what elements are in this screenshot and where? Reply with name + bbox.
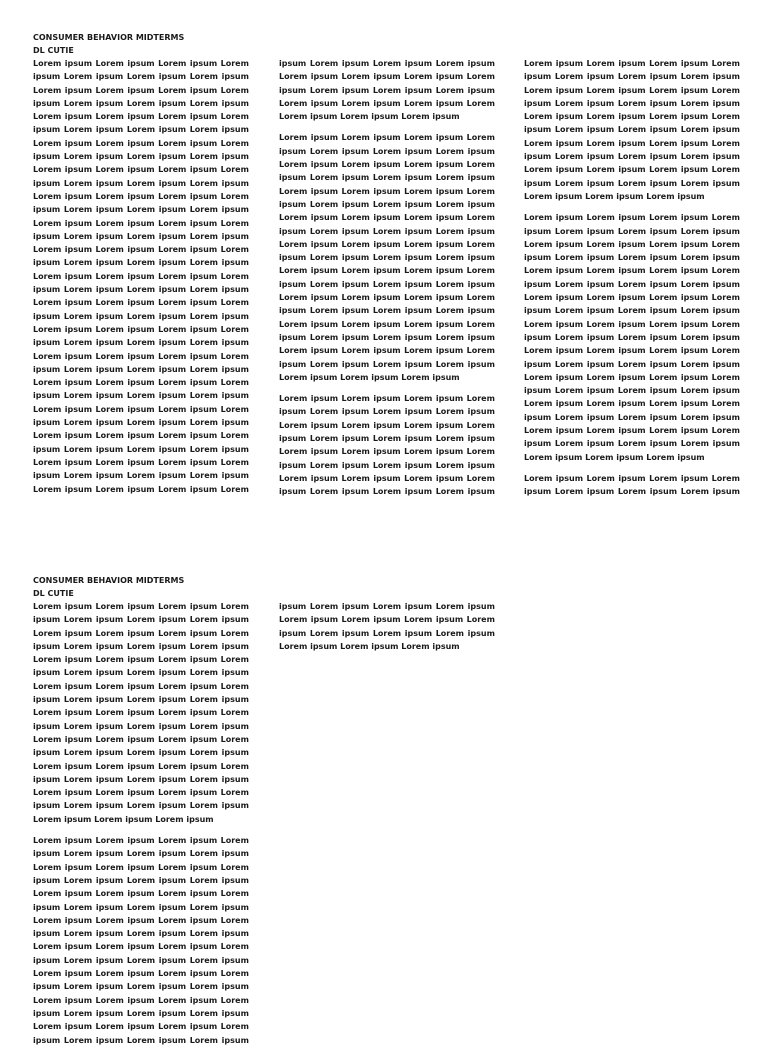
text-line: ipsum Lorem ipsum Lorem ipsum Lorem ipsum bbox=[33, 444, 249, 454]
text-line: ipsum Lorem ipsum Lorem ipsum Lorem ipsum bbox=[279, 487, 495, 497]
text-line: Lorem ipsum Lorem ipsum Lorem ipsum Lorem bbox=[33, 404, 249, 414]
text-line: Lorem ipsum Lorem ipsum Lorem ipsum Lorem bbox=[279, 239, 495, 249]
text-line: ipsum Lorem ipsum Lorem ipsum Lorem ipsum bbox=[279, 359, 495, 369]
text-line: Lorem ipsum Lorem ipsum Lorem ipsum Lorem bbox=[279, 615, 495, 625]
text-line: ipsum Lorem ipsum Lorem ipsum Lorem ipsum bbox=[33, 695, 249, 705]
text-line: Lorem ipsum Lorem ipsum Lorem ipsum Lorem bbox=[33, 761, 249, 771]
text-line: ipsum Lorem ipsum Lorem ipsum Lorem ipsum bbox=[33, 418, 249, 428]
text-line: Lorem ipsum Lorem ipsum Lorem ipsum Lorem bbox=[524, 112, 740, 122]
text-line: Lorem ipsum Lorem ipsum Lorem ipsum Lorem bbox=[33, 165, 249, 175]
text-line: ipsum Lorem ipsum Lorem ipsum Lorem ipsum bbox=[33, 471, 249, 481]
tail-text: Lorem ipsum Lorem ipsum Lorem ipsum bbox=[33, 814, 214, 824]
text-line: Lorem ipsum Lorem ipsum Lorem ipsum Lorem bbox=[33, 734, 249, 744]
text-line: ipsum Lorem ipsum Lorem ipsum Lorem ipsum bbox=[33, 72, 249, 82]
text-line: Lorem ipsum Lorem ipsum Lorem ipsum Lorem bbox=[279, 266, 495, 276]
text-line: ipsum Lorem ipsum Lorem ipsum Lorem ipsum bbox=[524, 152, 740, 162]
text-column-1 bbox=[33, 600, 249, 1055]
text-line: Lorem ipsum Lorem ipsum Lorem ipsum Lorem bbox=[33, 298, 249, 308]
text-line: Lorem ipsum Lorem ipsum Lorem ipsum Lorem bbox=[33, 218, 249, 228]
text-line: Lorem ipsum Lorem ipsum Lorem ipsum Lorem bbox=[33, 324, 249, 334]
text-line: Lorem ipsum Lorem ipsum Lorem ipsum Lorem bbox=[33, 969, 249, 979]
text-paragraph bbox=[524, 472, 740, 499]
text-line: ipsum Lorem ipsum Lorem ipsum Lorem ipsum bbox=[33, 902, 249, 912]
text-line: Lorem ipsum Lorem ipsum Lorem ipsum Lorem bbox=[279, 447, 495, 457]
tail-text: Lorem ipsum Lorem ipsum Lorem ipsum bbox=[524, 452, 705, 462]
text-line: Lorem ipsum Lorem ipsum Lorem ipsum Lorem bbox=[33, 995, 249, 1005]
text-line: ipsum Lorem ipsum Lorem ipsum Lorem ipsum bbox=[33, 748, 249, 758]
text-line: ipsum Lorem ipsum Lorem ipsum Lorem ipsum bbox=[524, 279, 740, 289]
text-line-short bbox=[33, 813, 249, 826]
text-line: ipsum Lorem ipsum Lorem ipsum Lorem ipsum bbox=[33, 615, 249, 625]
text-line: Lorem ipsum Lorem ipsum Lorem ipsum Lorem bbox=[524, 319, 740, 329]
text-line: ipsum Lorem ipsum Lorem ipsum Lorem ipsum bbox=[33, 955, 249, 965]
text-line: Lorem ipsum Lorem ipsum Lorem ipsum Lorem bbox=[33, 271, 249, 281]
tail-text: Lorem ipsum Lorem ipsum Lorem ipsum bbox=[279, 372, 460, 382]
text-line: Lorem ipsum Lorem ipsum Lorem ipsum Lorem bbox=[33, 1022, 249, 1032]
text-paragraph bbox=[524, 57, 740, 203]
document-subtitle: DL CUTIE bbox=[33, 589, 74, 599]
text-line: Lorem ipsum Lorem ipsum Lorem ipsum Lorem bbox=[524, 372, 740, 382]
text-line: Lorem ipsum Lorem ipsum Lorem ipsum Lorem bbox=[33, 889, 249, 899]
text-line: Lorem ipsum Lorem ipsum Lorem ipsum Lorem bbox=[33, 351, 249, 361]
text-line: ipsum Lorem ipsum Lorem ipsum Lorem ipsum bbox=[33, 231, 249, 241]
text-line: Lorem ipsum Lorem ipsum Lorem ipsum Lorem bbox=[524, 346, 740, 356]
text-line: Lorem ipsum Lorem ipsum Lorem ipsum Lorem bbox=[33, 85, 249, 95]
text-line: ipsum Lorem ipsum Lorem ipsum Lorem ipsum bbox=[33, 774, 249, 784]
text-paragraph bbox=[279, 57, 495, 123]
text-paragraph bbox=[33, 57, 249, 496]
text-line: ipsum Lorem ipsum Lorem ipsum Lorem ipsum bbox=[33, 125, 249, 135]
text-paragraph bbox=[279, 600, 495, 653]
text-line: ipsum Lorem ipsum Lorem ipsum Lorem ipsum bbox=[33, 1035, 249, 1045]
text-paragraph bbox=[33, 600, 249, 826]
text-line: ipsum Lorem ipsum Lorem ipsum Lorem ipsum bbox=[33, 982, 249, 992]
sheet-header bbox=[33, 574, 184, 601]
text-line: ipsum Lorem ipsum Lorem ipsum Lorem ipsum bbox=[33, 1008, 249, 1018]
text-line: ipsum Lorem ipsum Lorem ipsum Lorem ipsum bbox=[33, 285, 249, 295]
text-line: ipsum Lorem ipsum Lorem ipsum Lorem ipsum bbox=[524, 306, 740, 316]
text-line: Lorem ipsum Lorem ipsum Lorem ipsum Lorem bbox=[524, 426, 740, 436]
text-line: Lorem ipsum Lorem ipsum Lorem ipsum Lorem bbox=[33, 836, 249, 846]
text-line: ipsum Lorem ipsum Lorem ipsum Lorem ipsum bbox=[524, 125, 740, 135]
text-line: Lorem ipsum Lorem ipsum Lorem ipsum Lorem bbox=[33, 191, 249, 201]
text-line: ipsum Lorem ipsum Lorem ipsum Lorem ipsum bbox=[33, 98, 249, 108]
text-line: Lorem ipsum Lorem ipsum Lorem ipsum Lorem bbox=[279, 420, 495, 430]
text-line: Lorem ipsum Lorem ipsum Lorem ipsum Lorem bbox=[279, 160, 495, 170]
text-line: ipsum Lorem ipsum Lorem ipsum Lorem ipsum bbox=[279, 434, 495, 444]
text-line-short bbox=[524, 451, 740, 464]
document-subtitle: DL CUTIE bbox=[33, 46, 74, 56]
document-title: CONSUMER BEHAVIOR MIDTERMS bbox=[33, 576, 185, 585]
text-line: Lorem ipsum Lorem ipsum Lorem ipsum Lorem bbox=[279, 394, 495, 404]
text-line: ipsum Lorem ipsum Lorem ipsum Lorem ipsum bbox=[33, 391, 249, 401]
text-line: Lorem ipsum Lorem ipsum Lorem ipsum Lorem bbox=[279, 319, 495, 329]
text-line: Lorem ipsum Lorem ipsum Lorem ipsum Lorem bbox=[33, 942, 249, 952]
text-line-short bbox=[279, 640, 495, 653]
text-line: ipsum Lorem ipsum Lorem ipsum Lorem ipsum bbox=[33, 205, 249, 215]
text-line: Lorem ipsum Lorem ipsum Lorem ipsum Lorem bbox=[279, 346, 495, 356]
text-paragraph bbox=[33, 834, 249, 1047]
text-line: Lorem ipsum Lorem ipsum Lorem ipsum Lorem bbox=[524, 293, 740, 303]
document-sheet-1 bbox=[0, 31, 768, 501]
text-paragraph bbox=[524, 211, 740, 464]
text-line: Lorem ipsum Lorem ipsum Lorem ipsum Lorem bbox=[524, 213, 740, 223]
text-line: Lorem ipsum Lorem ipsum Lorem ipsum Lorem bbox=[33, 245, 249, 255]
text-paragraph bbox=[279, 131, 495, 384]
text-line: ipsum Lorem ipsum Lorem ipsum Lorem ipsum bbox=[524, 386, 740, 396]
text-line: ipsum Lorem ipsum Lorem ipsum Lorem ipsum bbox=[33, 152, 249, 162]
text-column-2 bbox=[279, 57, 495, 507]
text-line: Lorem ipsum Lorem ipsum Lorem ipsum Lorem bbox=[33, 431, 249, 441]
text-line: ipsum Lorem ipsum Lorem ipsum Lorem ipsum bbox=[279, 199, 495, 209]
text-line: Lorem ipsum Lorem ipsum Lorem ipsum Lorem bbox=[33, 788, 249, 798]
document-sheet-2 bbox=[0, 574, 768, 1045]
text-line: Lorem ipsum Lorem ipsum Lorem ipsum Lorem bbox=[524, 266, 740, 276]
text-line: Lorem ipsum Lorem ipsum Lorem ipsum Lorem bbox=[524, 85, 740, 95]
text-line: ipsum Lorem ipsum Lorem ipsum Lorem ipsum bbox=[279, 306, 495, 316]
sheet-header bbox=[33, 31, 184, 58]
text-line: ipsum Lorem ipsum Lorem ipsum Lorem ipsum bbox=[279, 332, 495, 342]
text-line: ipsum Lorem ipsum Lorem ipsum Lorem ipsum bbox=[524, 332, 740, 342]
text-line: Lorem ipsum Lorem ipsum Lorem ipsum Lorem bbox=[524, 473, 740, 483]
text-line: Lorem ipsum Lorem ipsum Lorem ipsum Lorem bbox=[33, 112, 249, 122]
text-line: ipsum Lorem ipsum Lorem ipsum Lorem ipsum bbox=[279, 628, 495, 638]
text-line: Lorem ipsum Lorem ipsum Lorem ipsum Lorem bbox=[33, 378, 249, 388]
text-line: Lorem ipsum Lorem ipsum Lorem ipsum Lorem bbox=[33, 681, 249, 691]
text-line: Lorem ipsum Lorem ipsum Lorem ipsum Lorem bbox=[524, 165, 740, 175]
text-line: Lorem ipsum Lorem ipsum Lorem ipsum Lorem bbox=[33, 602, 249, 611]
text-line: ipsum Lorem ipsum Lorem ipsum Lorem ipsum bbox=[33, 929, 249, 939]
text-line: ipsum Lorem ipsum Lorem ipsum Lorem ipsum bbox=[33, 875, 249, 885]
text-line: ipsum Lorem ipsum Lorem ipsum Lorem ipsum bbox=[33, 311, 249, 321]
text-line: ipsum Lorem ipsum Lorem ipsum Lorem ipsum bbox=[279, 279, 495, 289]
text-line: ipsum Lorem ipsum Lorem ipsum Lorem ipsum bbox=[33, 849, 249, 859]
text-line: ipsum Lorem ipsum Lorem ipsum Lorem ipsum bbox=[33, 258, 249, 268]
text-line: Lorem ipsum Lorem ipsum Lorem ipsum Lorem bbox=[279, 213, 495, 223]
text-line: Lorem ipsum Lorem ipsum Lorem ipsum Lorem bbox=[524, 399, 740, 409]
text-line: ipsum Lorem ipsum Lorem ipsum Lorem ipsum bbox=[524, 72, 740, 82]
text-line-short bbox=[524, 190, 740, 203]
text-line: ipsum Lorem ipsum Lorem ipsum Lorem ipsum bbox=[524, 226, 740, 236]
text-column-1 bbox=[33, 57, 249, 504]
text-column-2 bbox=[279, 600, 495, 661]
text-line: ipsum Lorem ipsum Lorem ipsum Lorem ipsum bbox=[524, 412, 740, 422]
tail-text: Lorem ipsum Lorem ipsum Lorem ipsum bbox=[524, 191, 705, 201]
text-line: ipsum Lorem ipsum Lorem ipsum Lorem ipsum bbox=[33, 721, 249, 731]
text-line: ipsum Lorem ipsum Lorem ipsum Lorem ipsum bbox=[279, 460, 495, 470]
text-line: Lorem ipsum Lorem ipsum Lorem ipsum Lorem bbox=[33, 59, 249, 68]
text-line: ipsum Lorem ipsum Lorem ipsum Lorem ipsum bbox=[524, 359, 740, 369]
text-line: ipsum Lorem ipsum Lorem ipsum Lorem ipsum bbox=[33, 338, 249, 348]
text-line: ipsum Lorem ipsum Lorem ipsum Lorem ipsum bbox=[33, 641, 249, 651]
text-line: ipsum Lorem ipsum Lorem ipsum Lorem ipsum bbox=[524, 253, 740, 263]
text-line: Lorem ipsum Lorem ipsum Lorem ipsum Lorem bbox=[33, 457, 249, 467]
text-line: ipsum Lorem ipsum Lorem ipsum Lorem ipsum bbox=[279, 226, 495, 236]
text-line: ipsum Lorem ipsum Lorem ipsum Lorem ipsum bbox=[33, 178, 249, 188]
text-line: ipsum Lorem ipsum Lorem ipsum Lorem ipsum bbox=[524, 178, 740, 188]
text-line: Lorem ipsum Lorem ipsum Lorem ipsum Lorem bbox=[279, 133, 495, 143]
text-line: ipsum Lorem ipsum Lorem ipsum Lorem ipsum bbox=[33, 801, 249, 811]
text-line: Lorem ipsum Lorem ipsum Lorem ipsum Lorem bbox=[524, 59, 740, 68]
text-line: ipsum Lorem ipsum Lorem ipsum Lorem ipsum bbox=[524, 487, 740, 497]
text-line: Lorem ipsum Lorem ipsum Lorem ipsum Lorem bbox=[33, 708, 249, 718]
text-line: Lorem ipsum Lorem ipsum Lorem ipsum Lorem bbox=[33, 484, 249, 494]
text-line: Lorem ipsum Lorem ipsum Lorem ipsum Lorem bbox=[33, 628, 249, 638]
text-line: Lorem ipsum Lorem ipsum Lorem ipsum Lorem bbox=[279, 293, 495, 303]
text-line: ipsum Lorem ipsum Lorem ipsum Lorem ipsum bbox=[279, 59, 495, 68]
text-line: ipsum Lorem ipsum Lorem ipsum Lorem ipsum bbox=[279, 602, 495, 611]
text-line: Lorem ipsum Lorem ipsum Lorem ipsum Lorem bbox=[279, 473, 495, 483]
text-line: ipsum Lorem ipsum Lorem ipsum Lorem ipsum bbox=[524, 439, 740, 449]
text-line: Lorem ipsum Lorem ipsum Lorem ipsum Lorem bbox=[524, 239, 740, 249]
text-line: Lorem ipsum Lorem ipsum Lorem ipsum Lorem bbox=[33, 862, 249, 872]
text-line: ipsum Lorem ipsum Lorem ipsum Lorem ipsum bbox=[279, 407, 495, 417]
text-paragraph bbox=[279, 392, 495, 498]
text-line: Lorem ipsum Lorem ipsum Lorem ipsum Lorem bbox=[279, 186, 495, 196]
text-line: ipsum Lorem ipsum Lorem ipsum Lorem ipsum bbox=[33, 364, 249, 374]
text-line: Lorem ipsum Lorem ipsum Lorem ipsum Lorem bbox=[279, 72, 495, 82]
text-column-3 bbox=[524, 57, 740, 507]
text-line: Lorem ipsum Lorem ipsum Lorem ipsum Lorem bbox=[33, 138, 249, 148]
text-line: ipsum Lorem ipsum Lorem ipsum Lorem ipsum bbox=[279, 85, 495, 95]
tail-text: Lorem ipsum Lorem ipsum Lorem ipsum bbox=[279, 112, 460, 122]
tail-text: Lorem ipsum Lorem ipsum Lorem ipsum bbox=[279, 641, 460, 651]
text-line: Lorem ipsum Lorem ipsum Lorem ipsum Lorem bbox=[524, 138, 740, 148]
text-line: ipsum Lorem ipsum Lorem ipsum Lorem ipsum bbox=[524, 98, 740, 108]
text-line: Lorem ipsum Lorem ipsum Lorem ipsum Lorem bbox=[279, 98, 495, 108]
text-line: ipsum Lorem ipsum Lorem ipsum Lorem ipsum bbox=[279, 253, 495, 263]
text-line: Lorem ipsum Lorem ipsum Lorem ipsum Lorem bbox=[33, 915, 249, 925]
text-line: ipsum Lorem ipsum Lorem ipsum Lorem ipsum bbox=[33, 668, 249, 678]
text-line: ipsum Lorem ipsum Lorem ipsum Lorem ipsum bbox=[279, 173, 495, 183]
text-line-short bbox=[279, 371, 495, 384]
text-line: ipsum Lorem ipsum Lorem ipsum Lorem ipsum bbox=[279, 146, 495, 156]
text-line: Lorem ipsum Lorem ipsum Lorem ipsum Lorem bbox=[33, 655, 249, 665]
text-line-short bbox=[279, 110, 495, 123]
document-title: CONSUMER BEHAVIOR MIDTERMS bbox=[33, 33, 185, 42]
